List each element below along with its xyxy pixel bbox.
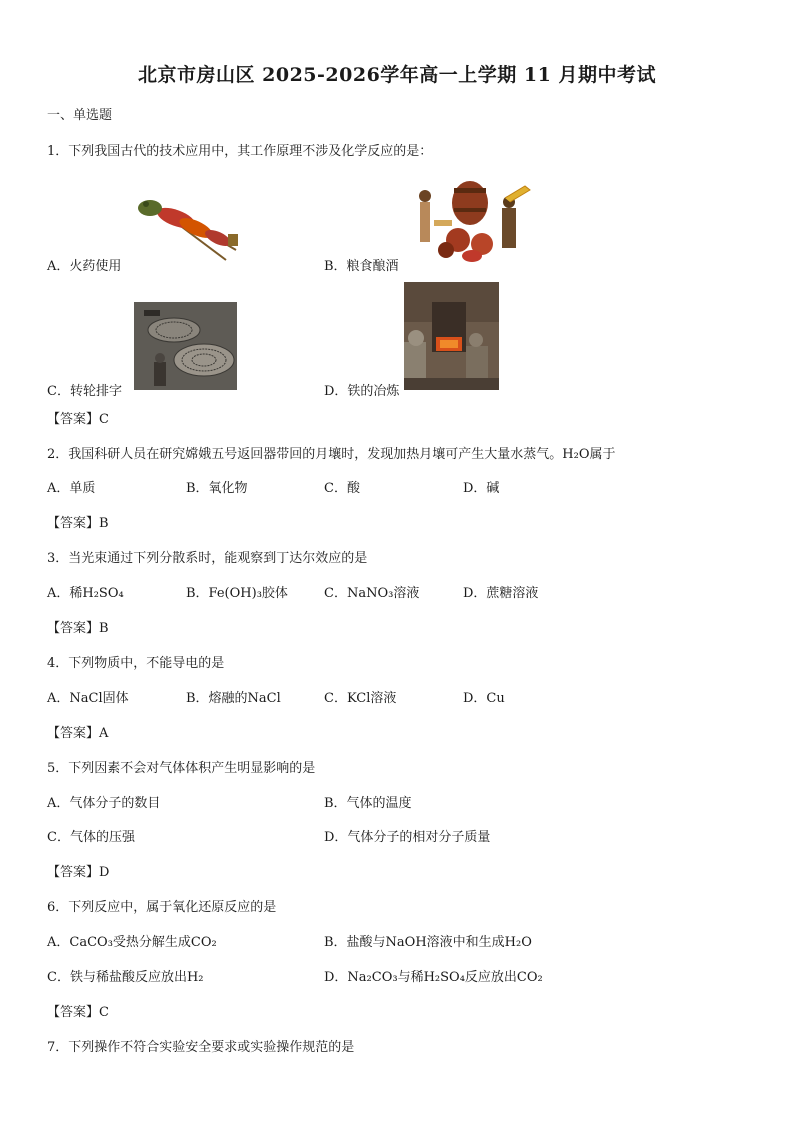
rotary-type-wheel-image — [134, 302, 237, 390]
question-2-option-c: C．酸 — [324, 481, 360, 496]
question-1-stem: 1．下列我国古代的技术应用中，其工作原理不涉及化学反应的是： — [47, 144, 433, 159]
question-2-stem: 2．我国科研人员在研究嫦娥五号返回器带回的月壤时，发现加热月壤可产生大量水蒸气。H₂O属于 — [47, 447, 616, 462]
section-heading: 一、单选题 — [47, 108, 113, 123]
question-3-answer: 【答案】B — [47, 621, 109, 636]
question-6-option-c: C．铁与稀盐酸反应放出H₂ — [47, 970, 204, 985]
question-1-option-a: A．火药使用 — [47, 259, 122, 274]
question-4-option-c: C．KCl溶液 — [324, 691, 397, 706]
question-1-answer: 【答案】C — [47, 412, 109, 427]
question-6-answer: 【答案】C — [47, 1005, 109, 1020]
grain-wine-brewing-image — [410, 178, 534, 264]
question-1-option-b: B．粮食酿酒 — [324, 259, 399, 274]
question-7-stem: 7．下列操作不符合实验安全要求或实验操作规范的是 — [47, 1040, 355, 1055]
question-1-option-d: D．铁的冶炼 — [324, 384, 400, 399]
question-3-option-c: C．NaNO₃溶液 — [324, 586, 420, 601]
question-1-option-c: C．转轮排字 — [47, 384, 122, 399]
question-3-option-a: A．稀H₂SO₄ — [47, 586, 124, 601]
question-5-option-d: D．气体分子的相对分子质量 — [324, 830, 491, 845]
question-3-option-b: B．Fe(OH)₃胶体 — [186, 586, 288, 601]
iron-smelting-image — [404, 282, 499, 390]
question-2-option-b: B．氧化物 — [186, 481, 248, 496]
question-4-option-b: B．熔融的NaCl — [186, 691, 281, 706]
question-2-option-d: D．碱 — [463, 481, 500, 496]
gunpowder-rocket-image — [136, 190, 241, 262]
question-4-answer: 【答案】A — [47, 726, 109, 741]
question-5-option-c: C．气体的压强 — [47, 830, 135, 845]
question-6-option-b: B．盐酸与NaOH溶液中和生成H₂O — [324, 935, 532, 950]
question-3-stem: 3．当光束通过下列分散系时，能观察到丁达尔效应的是 — [47, 551, 368, 566]
question-5-answer: 【答案】D — [47, 865, 110, 880]
question-5-stem: 5．下列因素不会对气体体积产生明显影响的是 — [47, 761, 316, 776]
question-6-stem: 6．下列反应中，属于氧化还原反应的是 — [47, 900, 277, 915]
question-4-option-a: A．NaCl固体 — [47, 691, 129, 706]
question-2-option-a: A．单质 — [47, 481, 96, 496]
question-4-stem: 4．下列物质中，不能导电的是 — [47, 656, 225, 671]
question-4-option-d: D．Cu — [463, 691, 505, 706]
page-title: 北京市房山区 2025-2026学年高一上学期 11 月期中考试 — [138, 64, 656, 86]
question-6-option-a: A．CaCO₃受热分解生成CO₂ — [47, 935, 217, 950]
question-2-answer: 【答案】B — [47, 516, 109, 531]
question-5-option-a: A．气体分子的数目 — [47, 796, 161, 811]
question-6-option-d: D．Na₂CO₃与稀H₂SO₄反应放出CO₂ — [324, 970, 543, 985]
question-3-option-d: D．蔗糖溶液 — [463, 586, 539, 601]
question-5-option-b: B．气体的温度 — [324, 796, 412, 811]
